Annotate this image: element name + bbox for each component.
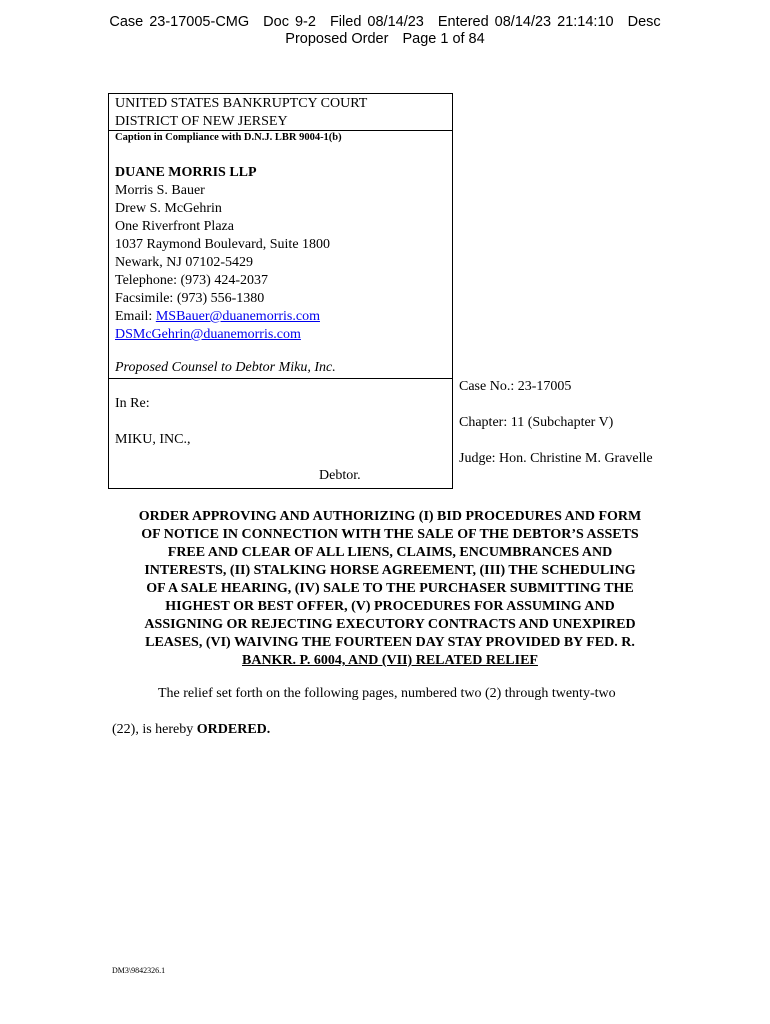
law-firm-block: [115, 164, 330, 344]
case-number: Case 23-17005-CMG: [109, 14, 250, 30]
chapter-field: Chapter: 11 (Subchapter V): [459, 415, 614, 430]
caption-box: [108, 93, 453, 489]
debtor-name: MIKU, INC.,: [115, 432, 191, 447]
address-line: One Riverfront Plaza: [115, 219, 234, 234]
desc-label: Desc: [627, 14, 661, 30]
facsimile: Facsimile: (973) 556-1380: [115, 291, 265, 306]
filed-date: Filed 08/14/23: [329, 14, 424, 30]
caption-divider: [109, 130, 452, 131]
ordered-emphasis: ORDERED.: [196, 722, 271, 737]
attorney-name: Morris S. Bauer: [115, 183, 205, 198]
caption-divider: [109, 378, 452, 379]
document-description: Proposed Order: [285, 31, 389, 47]
case-number-field: Case No.: 23-17005: [459, 379, 572, 394]
attorney-name: Drew S. McGehrin: [115, 201, 222, 216]
filing-header: [0, 14, 770, 48]
email-line: Email: MSBauer@duanemorris.com: [115, 309, 320, 324]
entered-date: Entered 08/14/23 21:14:10: [437, 14, 614, 30]
counsel-designation: Proposed Counsel to Debtor Miku, Inc.: [115, 360, 336, 375]
filing-header-line2: [0, 31, 770, 48]
body-paragraph-continued: (22), is hereby ORDERED.: [112, 722, 271, 737]
order-title: ORDER APPROVING AND AUTHORIZING (I) BID PROCEDURES AND FORM OF NOTICE IN CONNECTION WITH THE SALE OF THE DEBTOR’S ASSETS FREE AND CLEAR OF ALL LIENS, CLAIMS, ENCUMBRANCES AND INTERESTS, (II) STALKING HORSE AGREEMENT, (III) THE SCHEDULING OF A SALE HEARING, (IV) SALE TO THE PURCHASER SUBMITTING THE HIGHEST OR BEST OFFER, (V) PROCEDURES FOR ASSUMING AND ASSIGNING OR REJECTING EXECUTORY CONTRACTS AND UNEXPIRED LEASES, (VI) WAIVING THE FOURTEEN DAY STAY PROVIDED BY FED. R. BANKR. P. 6004, AND (VII) RELATED RELIEF: [138, 509, 642, 668]
email-link[interactable]: DSMcGehrin@duanemorris.com: [115, 327, 301, 342]
email-link[interactable]: MSBauer@duanemorris.com: [155, 309, 320, 324]
filing-header-line1: [0, 14, 770, 31]
debtor-label: Debtor.: [319, 468, 361, 483]
in-re-label: In Re:: [115, 396, 150, 411]
court-name: UNITED STATES BANKRUPTCY COURT DISTRICT OF NEW JERSEY: [115, 96, 368, 129]
page-indicator: Page 1 of 84: [402, 31, 485, 47]
address-line: 1037 Raymond Boulevard, Suite 1800: [115, 237, 331, 252]
caption-compliance-note: Caption in Compliance with D.N.J. LBR 9004-1(b): [115, 132, 342, 143]
doc-number: Doc 9-2: [263, 14, 316, 30]
firm-name: DUANE MORRIS LLP: [115, 165, 257, 180]
case-info-block: [459, 379, 653, 487]
address-line: Newark, NJ 07102-5429: [115, 255, 254, 270]
judge-field: Judge: Hon. Christine M. Gravelle: [459, 451, 653, 466]
document-id-footer: DM3\9842326.1: [112, 966, 166, 975]
body-paragraph: The relief set forth on the following pages, numbered two (2) through twenty-two: [158, 686, 616, 701]
telephone: Telephone: (973) 424-2037: [115, 273, 268, 288]
